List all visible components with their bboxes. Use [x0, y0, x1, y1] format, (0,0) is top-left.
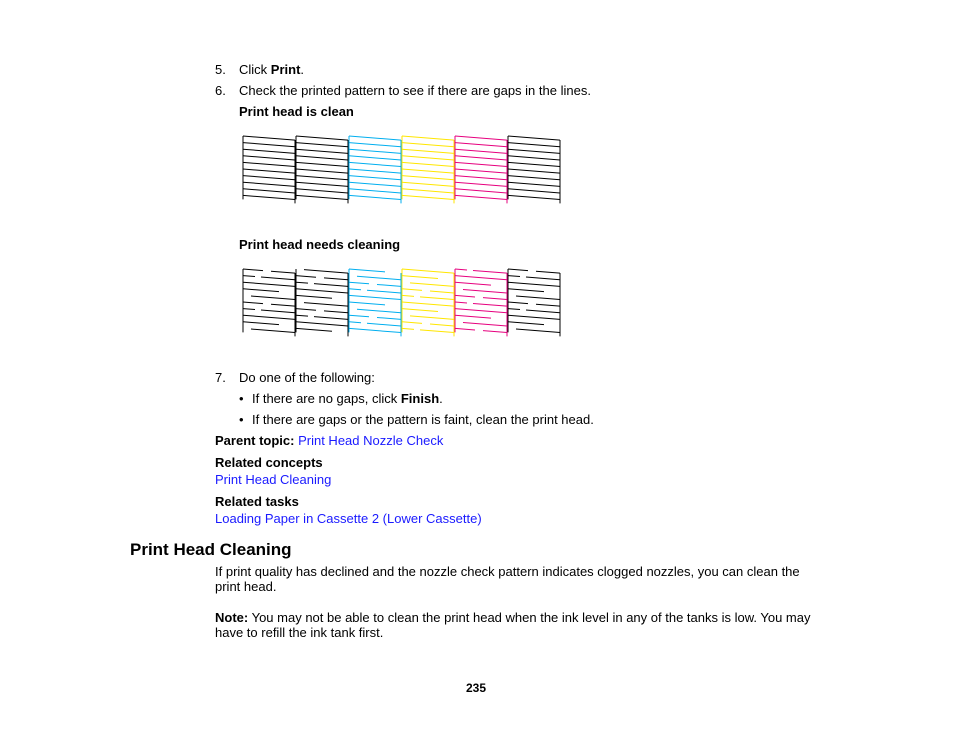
nozzle-line	[536, 271, 560, 273]
nozzle-line	[455, 269, 467, 270]
nozzle-line	[243, 143, 295, 147]
nozzle-line	[243, 322, 279, 325]
nozzle-line	[271, 304, 295, 306]
nozzle-line	[402, 189, 454, 193]
pattern-block-3	[402, 136, 454, 203]
nozzle-line	[420, 297, 454, 300]
nozzle-line	[296, 162, 348, 166]
nozzle-line	[508, 289, 544, 292]
nozzle-line	[243, 315, 295, 319]
section-paragraph-line-2: print head.	[215, 579, 277, 594]
nozzle-line	[251, 329, 295, 333]
step-7-number: 7.	[215, 370, 226, 385]
nozzle-line	[377, 317, 401, 319]
nozzle-line	[430, 324, 454, 326]
nozzle-line	[261, 277, 295, 280]
nozzle-line	[508, 189, 560, 193]
pattern-block-0	[243, 136, 295, 203]
nozzle-line	[296, 322, 348, 326]
nozzle-line	[349, 295, 401, 299]
bullet-marker: •	[239, 412, 244, 427]
nozzle-line	[402, 269, 454, 273]
note-text-1: You may not be able to clean the print head when the ink level in any of the tanks is low. You may	[248, 610, 811, 625]
bullet-item-no-gaps	[252, 391, 443, 406]
nozzle-line	[463, 289, 507, 293]
related-tasks-label: Related tasks	[215, 494, 299, 509]
bullet-item-gaps: If there are gaps or the pattern is faint, clean the print head.	[252, 412, 594, 427]
nozzle-line	[402, 195, 454, 199]
nozzle-line	[516, 296, 560, 300]
nozzle-line	[349, 156, 401, 160]
pattern-block-4	[455, 269, 507, 336]
step-5-pre: Click	[239, 62, 271, 77]
nozzle-line	[508, 156, 560, 160]
step-7-text: Do one of the following:	[239, 370, 375, 385]
nozzle-line	[455, 176, 507, 180]
pattern-block-1	[296, 136, 348, 203]
nozzle-line	[243, 149, 295, 153]
nozzle-line	[455, 276, 507, 280]
step-5-number: 5.	[215, 62, 226, 77]
nozzle-line	[536, 304, 560, 306]
nozzle-line	[455, 182, 507, 186]
nozzle-line	[473, 270, 507, 273]
figure-clean-label: Print head is clean	[239, 104, 354, 119]
nozzle-line	[243, 195, 295, 199]
nozzle-line	[324, 311, 348, 313]
nozzle-line	[455, 282, 491, 285]
parent-topic-link[interactable]: Print Head Nozzle Check	[298, 433, 444, 448]
nozzle-line	[455, 315, 491, 318]
nozzle-line	[473, 303, 507, 306]
nozzle-line	[296, 328, 332, 331]
nozzle-line	[508, 176, 560, 180]
nozzle-line	[508, 149, 560, 153]
nozzle-line	[455, 328, 475, 330]
nozzle-line	[430, 291, 454, 293]
nozzle-line	[243, 182, 295, 186]
nozzle-line	[349, 269, 385, 272]
nozzle-line	[349, 195, 401, 199]
nozzle-line	[402, 149, 454, 153]
step-5-text	[239, 62, 304, 77]
nozzle-line	[463, 322, 507, 326]
nozzle-line	[455, 302, 467, 303]
nozzle-line	[402, 322, 422, 324]
nozzle-line	[349, 302, 385, 305]
pattern-block-5	[508, 136, 560, 203]
pattern-block-1	[296, 269, 348, 336]
nozzle-line	[243, 162, 295, 166]
nozzle-line	[483, 331, 507, 333]
nozzle-line	[455, 136, 507, 140]
nozzle-line	[349, 315, 369, 317]
bullet-1-post: .	[439, 391, 443, 406]
nozzle-line	[314, 284, 348, 287]
nozzle-line	[296, 282, 308, 283]
pattern-block-5	[508, 269, 560, 336]
nozzle-line	[455, 169, 507, 173]
pattern-block-2	[349, 269, 401, 336]
nozzle-line	[251, 296, 295, 300]
note-label: Note:	[215, 610, 249, 625]
nozzle-line	[349, 182, 401, 186]
parent-topic	[215, 433, 443, 448]
nozzle-line	[508, 322, 544, 325]
nozzle-line	[296, 156, 348, 160]
nozzle-line	[243, 282, 295, 286]
nozzle-line	[296, 315, 308, 316]
nozzle-line	[243, 269, 263, 271]
nozzle-line	[402, 176, 454, 180]
nozzle-line	[420, 330, 454, 333]
related-concepts-label: Related concepts	[215, 455, 323, 470]
nozzle-line	[243, 189, 295, 193]
nozzle-line	[296, 182, 348, 186]
nozzle-line	[243, 289, 279, 292]
nozzle-line	[455, 149, 507, 153]
nozzle-line	[410, 283, 454, 287]
nozzle-line	[402, 136, 454, 140]
nozzle-line	[304, 303, 348, 307]
nozzle-line	[402, 276, 438, 279]
nozzle-line	[296, 169, 348, 173]
bullet-marker: •	[239, 391, 244, 406]
nozzle-line	[516, 329, 560, 333]
page-number: 235	[466, 681, 487, 695]
nozzle-line	[349, 169, 401, 173]
nozzle-line	[508, 276, 520, 277]
nozzle-line	[402, 182, 454, 186]
step-6-text: Check the printed pattern to see if there are gaps in the lines.	[239, 83, 591, 98]
nozzle-line	[508, 162, 560, 166]
related-tasks-link[interactable]: Loading Paper in Cassette 2 (Lower Cassette)	[215, 511, 482, 526]
nozzle-pattern-clean	[238, 132, 568, 208]
bullet-1-pre: If there are no gaps, click	[252, 391, 401, 406]
nozzle-line	[455, 195, 507, 199]
nozzle-line	[410, 316, 454, 320]
nozzle-line	[296, 189, 348, 193]
nozzle-line	[526, 277, 560, 280]
nozzle-line	[402, 162, 454, 166]
nozzle-line	[349, 162, 401, 166]
bullet-1-bold: Finish	[400, 391, 440, 406]
nozzle-line	[243, 156, 295, 160]
nozzle-pattern-needs-cleaning	[238, 265, 568, 341]
nozzle-line	[508, 182, 560, 186]
note-line-1	[215, 610, 810, 625]
nozzle-line	[296, 309, 316, 311]
nozzle-line	[377, 284, 401, 286]
nozzle-line	[296, 195, 348, 199]
nozzle-line	[296, 289, 348, 293]
nozzle-line	[508, 136, 560, 140]
nozzle-line	[455, 189, 507, 193]
nozzle-line	[402, 302, 454, 306]
pattern-block-0	[243, 269, 295, 336]
nozzle-line	[243, 309, 255, 310]
nozzle-line	[402, 289, 422, 291]
step-6-number: 6.	[215, 83, 226, 98]
nozzle-line	[349, 189, 401, 193]
nozzle-line	[296, 136, 348, 140]
nozzle-line	[455, 295, 475, 297]
nozzle-line	[349, 322, 361, 323]
nozzle-line	[243, 276, 255, 277]
nozzle-line	[508, 282, 560, 286]
nozzle-line	[349, 176, 401, 180]
nozzle-line	[508, 309, 520, 310]
nozzle-line	[261, 310, 295, 313]
nozzle-line	[402, 309, 438, 312]
nozzle-line	[402, 328, 414, 329]
nozzle-line	[508, 302, 528, 304]
section-paragraph-line-1: If print quality has declined and the nozzle check pattern indicates clogged nozzles, you can clean the	[215, 564, 800, 579]
nozzle-line	[402, 156, 454, 160]
nozzle-line	[508, 143, 560, 147]
nozzle-line	[455, 143, 507, 147]
nozzle-line	[243, 176, 295, 180]
figure-dirty-label: Print head needs cleaning	[239, 237, 401, 252]
pattern-block-4	[455, 136, 507, 203]
nozzle-line	[296, 143, 348, 147]
nozzle-line	[357, 276, 401, 280]
nozzle-line	[243, 169, 295, 173]
note-line-2: have to refill the ink tank first.	[215, 625, 384, 640]
step-5-post: .	[300, 62, 305, 77]
nozzle-line	[455, 156, 507, 160]
nozzle-line	[296, 276, 316, 278]
nozzle-line	[402, 169, 454, 173]
nozzle-line	[349, 328, 401, 332]
nozzle-line	[402, 143, 454, 147]
nozzle-line	[296, 149, 348, 153]
nozzle-line	[367, 290, 401, 293]
nozzle-line	[508, 169, 560, 173]
nozzle-line	[349, 149, 401, 153]
parent-topic-label: Parent topic:	[215, 433, 295, 448]
nozzle-line	[349, 282, 369, 284]
nozzle-line	[243, 302, 263, 304]
nozzle-line	[324, 278, 348, 280]
nozzle-line	[296, 295, 332, 298]
nozzle-line	[367, 323, 401, 326]
nozzle-line	[455, 309, 507, 313]
step-5-bold: Print	[270, 62, 301, 77]
nozzle-line	[402, 295, 414, 296]
nozzle-line	[508, 269, 528, 271]
nozzle-line	[349, 136, 401, 140]
nozzle-line	[508, 315, 560, 319]
nozzle-line	[455, 162, 507, 166]
nozzle-line	[304, 270, 348, 274]
nozzle-line	[314, 317, 348, 320]
nozzle-line	[243, 136, 295, 140]
pattern-block-3	[402, 269, 454, 336]
nozzle-line	[296, 176, 348, 180]
related-concepts-link[interactable]: Print Head Cleaning	[215, 472, 332, 487]
nozzle-line	[483, 298, 507, 300]
nozzle-line	[349, 143, 401, 147]
section-title: Print Head Cleaning	[130, 540, 292, 559]
nozzle-line	[271, 271, 295, 273]
nozzle-line	[349, 289, 361, 290]
nozzle-line	[508, 195, 560, 199]
pattern-block-2	[349, 136, 401, 203]
nozzle-line	[357, 309, 401, 313]
nozzle-line	[526, 310, 560, 313]
